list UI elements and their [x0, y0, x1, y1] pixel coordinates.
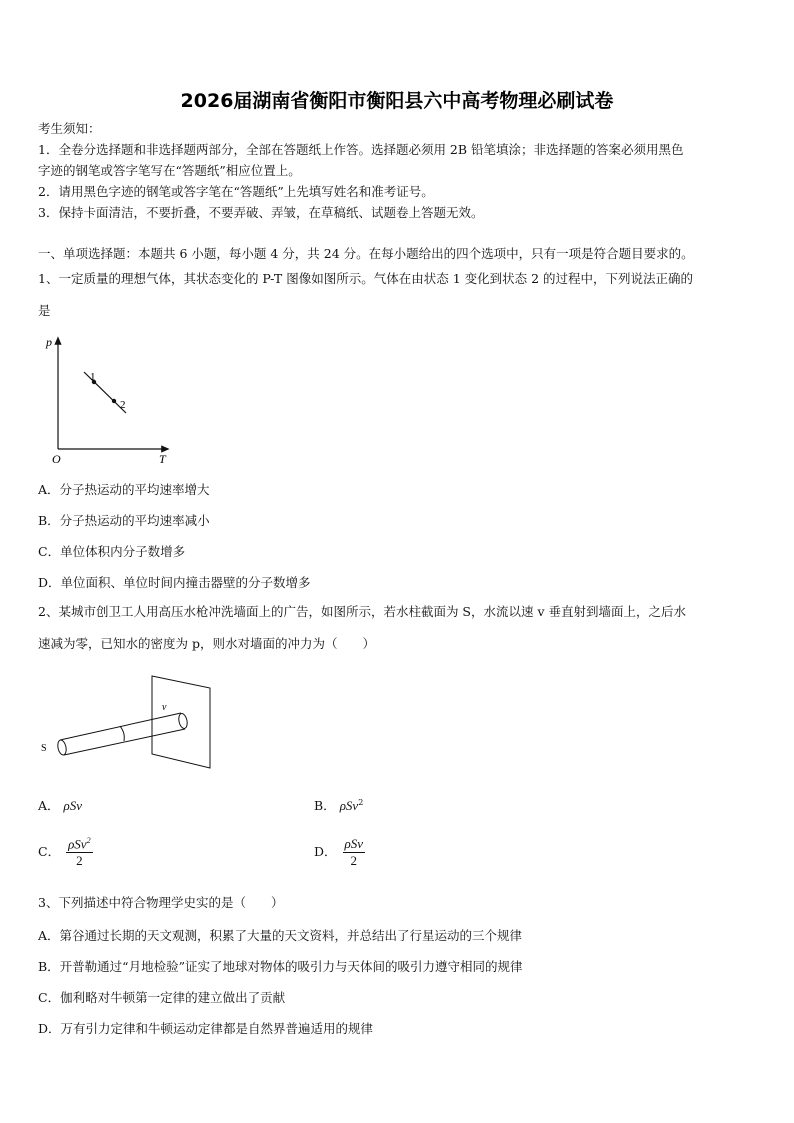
q2-option-c: [38, 836, 93, 869]
jet-section-line: [120, 726, 124, 741]
q1-option-d: D．单位面积、单位时间内撞击器壁的分子数增多: [38, 575, 311, 590]
q3-option-c: C．伽利略对牛顿第一定律的建立做出了贡献: [38, 990, 286, 1005]
q2-option-c-denominator: 2: [76, 853, 83, 869]
q2-option-c-numerator: ρSv: [68, 836, 87, 852]
q2-option-d-key: D．: [314, 844, 337, 859]
state-2-point: [112, 399, 116, 403]
q2-option-b-expr: ρSv: [339, 798, 359, 813]
q1-option-c: C．单位体积内分子数增多: [38, 544, 186, 559]
q1-stem-line-1: 1、一定质量的理想气体，其状态变化的 P-T 图像如图所示。气体在由状态 1 变化到状态 2 的过程中，下列说法正确的: [38, 271, 694, 286]
notice-item-2: 2．请用黑色字迹的钢笔或答字笔在“答题纸”上先填写姓名和准考证号。: [38, 184, 434, 199]
q2-option-a-key: A．: [38, 798, 60, 813]
jet-end-wall: [178, 713, 189, 730]
q2-stem-line-1: 2、某城市创卫工人用高压水枪冲洗墙面上的广告，如图所示，若水柱截面为 S，水流以速 v 垂直射到墙面上，之后水: [38, 604, 687, 619]
q1-option-a: A．分子热运动的平均速率增大: [38, 482, 210, 497]
q2-option-d: [314, 836, 365, 869]
q2-water-jet-figure: [38, 668, 218, 770]
q2-option-d-numerator: ρSv: [344, 836, 364, 851]
q2-option-b-key: B．: [314, 798, 336, 813]
jet-end-s: [57, 739, 68, 756]
notice-item-3: 3．保持卡面清洁，不要折叠，不要弄破、弄皱，在草稿纸、试题卷上答题无效。: [38, 205, 484, 220]
q2-option-a: [38, 796, 82, 814]
label-s: S: [41, 743, 47, 754]
state-2-label: 2: [120, 399, 126, 411]
q2-option-d-fraction: [343, 836, 366, 869]
notice-item-1-line-1: 1．全卷分选择题和非选择题两部分，全部在答题纸上作答。选择题必须用 2B 铅笔填涂；非选择题的答案必须用黑色: [38, 142, 684, 157]
q2-option-a-expr: ρSv: [63, 798, 83, 813]
jet-bottom-edge: [64, 729, 185, 755]
page-title: 2026届湖南省衡阳市衡阳县六中高考物理必刷试卷: [180, 90, 614, 112]
p-axis-label: p: [46, 335, 52, 349]
q2-option-b: [314, 796, 363, 814]
label-v: v: [162, 702, 167, 713]
q3-option-d: D．万有引力定律和牛顿运动定律都是自然界普遍适用的规律: [38, 1021, 374, 1036]
wall: [152, 676, 210, 768]
q3-stem: 3、下列描述中符合物理学史实的是（ ）: [38, 895, 284, 910]
q1-option-b: B．分子热运动的平均速率减小: [38, 513, 210, 528]
q2-option-b-power: 2: [358, 797, 364, 807]
q1-pt-graph: [38, 332, 188, 466]
notice-heading: 考生须知：: [38, 121, 101, 136]
origin-label: O: [52, 452, 61, 466]
q3-option-a: A．第谷通过长期的天文观测，积累了大量的天文资料，并总结出了行星运动的三个规律: [38, 928, 523, 943]
q2-stem-line-2: 速减为零，已知水的密度为 p，则水对墙面的冲力为（ ）: [38, 636, 375, 651]
q2-option-c-fraction: [66, 836, 93, 869]
q1-stem-line-2: 是: [38, 303, 51, 318]
notice-item-1-line-2: 字迹的钢笔或答字笔写在“答题纸”相应位置上。: [38, 163, 301, 178]
q3-option-b: B．开普勒通过“月地检验”证实了地球对物体的吸引力与天体间的吸引力遵守相同的规律: [38, 959, 523, 974]
q2-option-c-key: C．: [38, 844, 61, 860]
section-heading: 一、单项选择题：本题共 6 小题，每小题 4 分，共 24 分。在每小题给出的四个选项中，只有一项是符合题目要求的。: [38, 246, 694, 261]
q2-option-c-power: 2: [86, 836, 91, 845]
q2-option-d-denominator: 2: [350, 853, 358, 868]
state-1-label: 1: [90, 371, 96, 383]
t-axis-label: T: [159, 452, 166, 466]
